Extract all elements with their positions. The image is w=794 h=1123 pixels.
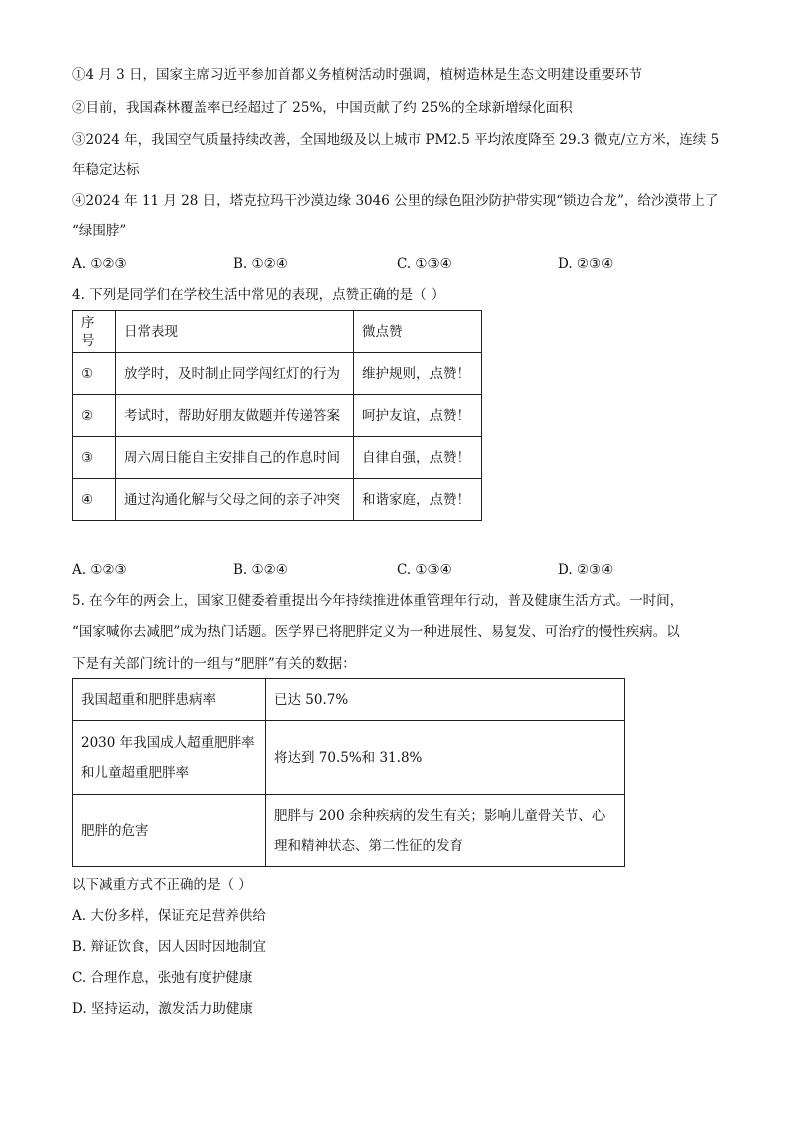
table-row xyxy=(73,353,482,395)
q5-stem-line2: “国家喊你去减肥”成为热门话题。医学界已将肥胖定义为一种进展性、易复发、可治疗的慢性疾病。以 xyxy=(72,624,680,640)
row-value: 已达 50.7% xyxy=(266,679,625,721)
q5-question: 以下减重方式不正确的是（ ） xyxy=(72,877,252,893)
row-praise: 呵护友谊，点赞！ xyxy=(354,395,482,437)
q4-option-c[interactable]: C. ①③④ xyxy=(397,562,452,578)
q4-options xyxy=(72,561,732,579)
q4-option-a[interactable]: A. ①②③ xyxy=(72,562,127,578)
row-value-line1: 肥胖与 200 余种疾病的发生有关；影响儿童骨关节、心 xyxy=(274,807,606,824)
q3-item-4-line1: ④2024 年 11 月 28 日，塔克拉玛干沙漠边缘 3046 公里的绿色阻沙防护带实现“锁边合龙”，给沙漠带上了 xyxy=(72,193,719,209)
row-value xyxy=(266,795,625,867)
table-row xyxy=(73,679,625,721)
q5-data-table xyxy=(72,678,625,867)
row-behavior: 周六周日能自主安排自己的作息时间 xyxy=(116,437,354,479)
q3-option-a[interactable]: A. ①②③ xyxy=(72,256,127,272)
q4-option-d[interactable]: D. ②③④ xyxy=(558,562,614,578)
q4-table xyxy=(72,310,482,521)
header-praise: 微点赞 xyxy=(354,311,482,353)
row-index: ③ xyxy=(73,437,116,479)
row-value: 将达到 70.5%和 31.8% xyxy=(266,721,625,795)
header-behavior: 日常表现 xyxy=(116,311,354,353)
q3-item-2: ②目前，我国森林覆盖率已经超过了 25%，中国贡献了约 25%的全球新增绿化面积 xyxy=(72,100,573,116)
row-label xyxy=(73,721,266,795)
row-index: ④ xyxy=(73,479,116,521)
table-row xyxy=(73,395,482,437)
header-index: 序号 xyxy=(73,311,116,353)
table-row xyxy=(73,479,482,521)
q3-option-d[interactable]: D. ②③④ xyxy=(558,256,614,272)
table-row xyxy=(73,721,625,795)
q5-option-a[interactable]: A. 大份多样，保证充足营养供给 xyxy=(72,908,266,924)
q3-option-b[interactable]: B. ①②④ xyxy=(233,256,288,272)
q5-stem-line3: 下是有关部门统计的一组与“肥胖”有关的数据： xyxy=(72,656,356,672)
q3-options xyxy=(72,255,732,273)
q5-stem-line1: 5. 在今年的两会上，国家卫健委着重提出今年持续推进体重管理年行动，普及健康生活方式。一时间， xyxy=(72,593,684,609)
row-label: 肥胖的危害 xyxy=(73,795,266,867)
row-behavior: 考试时，帮助好朋友做题并传递答案 xyxy=(116,395,354,437)
q4-stem: 4. 下列是同学们在学校生活中常见的表现，点赞正确的是（ ） xyxy=(72,287,445,303)
table-header-row xyxy=(73,311,482,353)
row-value-line2: 理和精神状态、第二性征的发育 xyxy=(274,837,463,854)
row-praise: 自律自强，点赞！ xyxy=(354,437,482,479)
q4-option-b[interactable]: B. ①②④ xyxy=(233,562,288,578)
row-label-line1: 2030 年我国成人超重肥胖率 xyxy=(81,734,255,751)
row-label-line2: 和儿童超重肥胖率 xyxy=(81,764,189,781)
q3-item-3-line2: 年稳定达标 xyxy=(72,162,140,178)
row-behavior: 放学时，及时制止同学闯红灯的行为 xyxy=(116,353,354,395)
q3-item-4-line2: “绿围脖” xyxy=(72,223,127,239)
row-label: 我国超重和肥胖患病率 xyxy=(73,679,266,721)
row-praise: 和谐家庭，点赞！ xyxy=(354,479,482,521)
q5-option-b[interactable]: B. 辩证饮食，因人因时因地制宜 xyxy=(72,939,267,955)
row-index: ① xyxy=(73,353,116,395)
row-index: ② xyxy=(73,395,116,437)
row-behavior: 通过沟通化解与父母之间的亲子冲突 xyxy=(116,479,354,521)
table-row xyxy=(73,437,482,479)
q5-option-d[interactable]: D. 坚持运动，激发活力助健康 xyxy=(72,1001,253,1017)
q3-option-c[interactable]: C. ①③④ xyxy=(397,256,452,272)
q5-option-c[interactable]: C. 合理作息，张弛有度护健康 xyxy=(72,970,253,986)
q3-item-1: ①4 月 3 日，国家主席习近平参加首都义务植树活动时强调，植树造林是生态文明建设重要环节 xyxy=(72,67,643,83)
table-row xyxy=(73,795,625,867)
q3-item-3-line1: ③2024 年，我国空气质量持续改善，全国地级及以上城市 PM2.5 平均浓度降至 29.3 微克/立方米，连续 5 xyxy=(72,132,720,148)
row-praise: 维护规则，点赞！ xyxy=(354,353,482,395)
